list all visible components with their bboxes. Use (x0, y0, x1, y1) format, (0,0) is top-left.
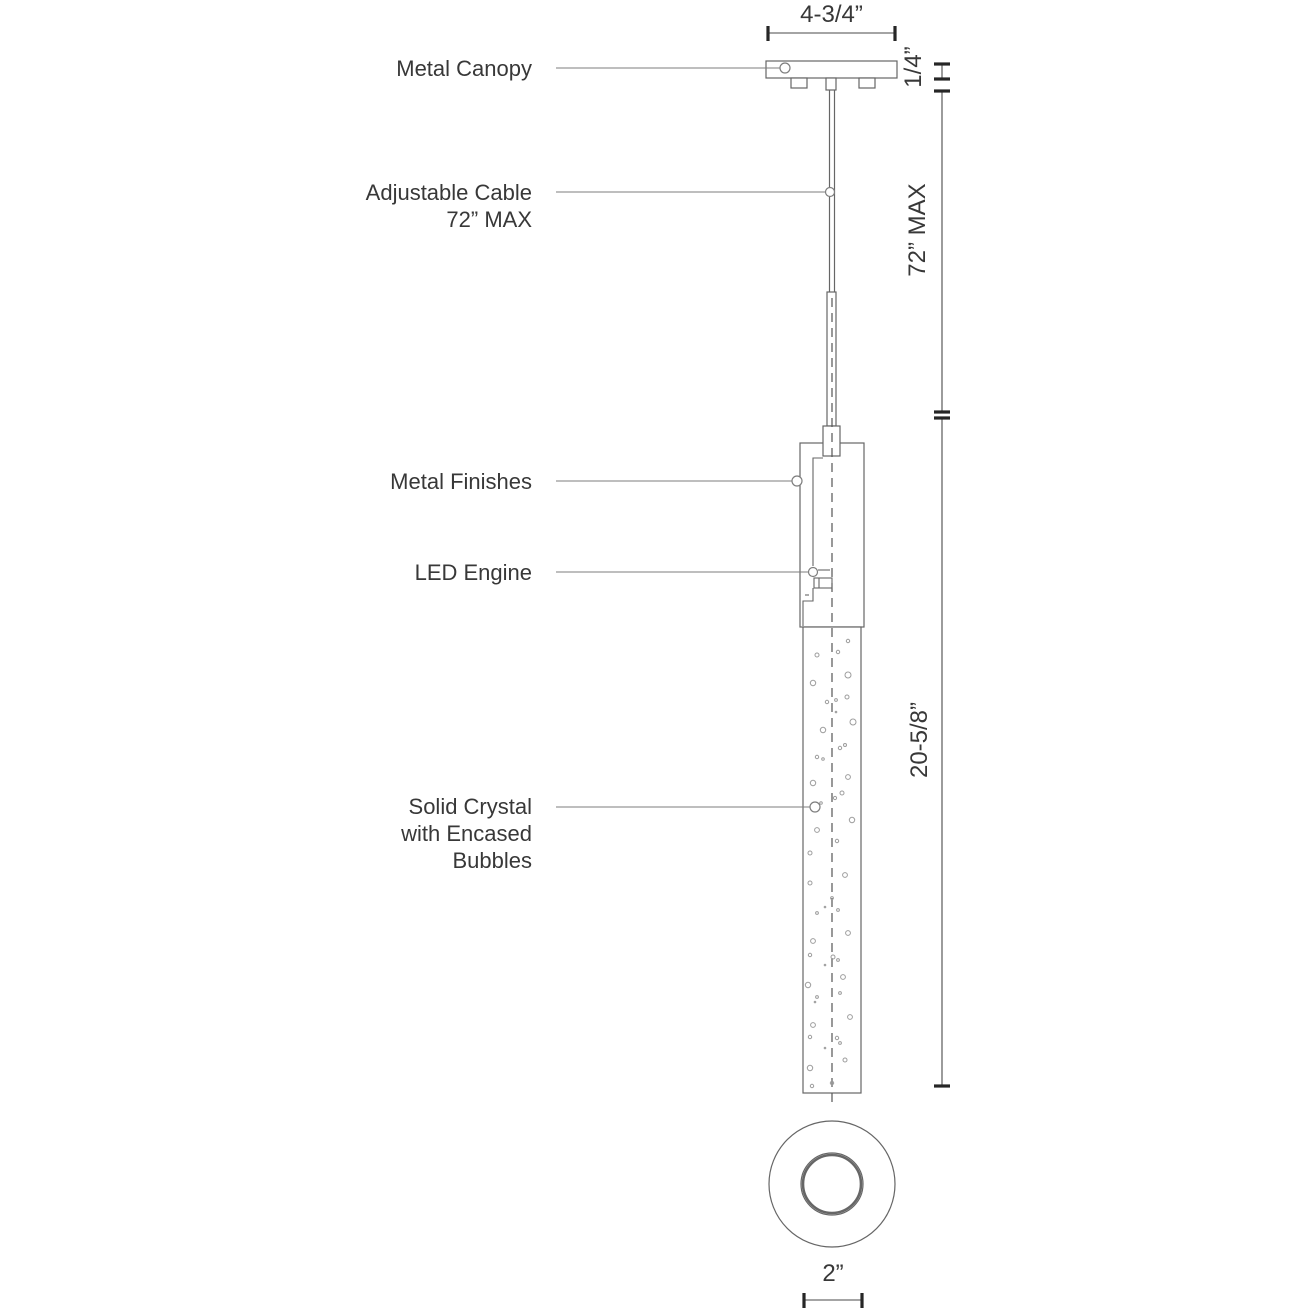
bottom-view-outer-circle (769, 1121, 895, 1247)
label-solid-crystal-line2: with Encased (401, 821, 532, 846)
leader-dot-led-engine (809, 568, 818, 577)
label-solid-crystal-line3: Bubbles (452, 848, 532, 873)
leader-dot-solid-crystal (810, 802, 820, 812)
bottom-view-inner-ring-outer (801, 1153, 863, 1215)
dim-cable-max-label: 72” MAX (904, 183, 931, 277)
dim-canopy-width-label: 4-3/4” (800, 1, 863, 28)
leader-dot-metal-canopy (780, 63, 790, 73)
leader-dot-adjustable-cable (826, 188, 835, 197)
dim-canopy-thickness-lines (934, 64, 950, 79)
label-adjustable-cable-line1: Adjustable Cable (365, 180, 532, 205)
dim-bottom-diameter-lines (804, 1293, 862, 1308)
leader-lines (556, 63, 835, 812)
bottom-view-inner-ring-inner (803, 1155, 861, 1213)
leader-dot-metal-finishes (792, 476, 802, 486)
label-metal-finishes: Metal Finishes (390, 469, 532, 494)
label-solid-crystal-line1: Solid Crystal (408, 794, 532, 819)
dim-crystal-lines (934, 418, 950, 1086)
label-metal-canopy: Metal Canopy (396, 56, 532, 81)
label-solid-crystal (401, 793, 532, 874)
dim-canopy-thickness-label: 1/4” (900, 46, 927, 88)
label-adjustable-cable-line2: 72” MAX (446, 207, 532, 232)
dim-cable-lines (934, 91, 950, 412)
label-adjustable-cable (366, 179, 532, 233)
label-led-engine: LED Engine (414, 560, 532, 585)
bottom-view-drawing (769, 1121, 895, 1247)
dim-crystal-length-label: 20-5/8” (906, 701, 933, 779)
dim-bottom-diameter-label: 2” (822, 1260, 844, 1287)
